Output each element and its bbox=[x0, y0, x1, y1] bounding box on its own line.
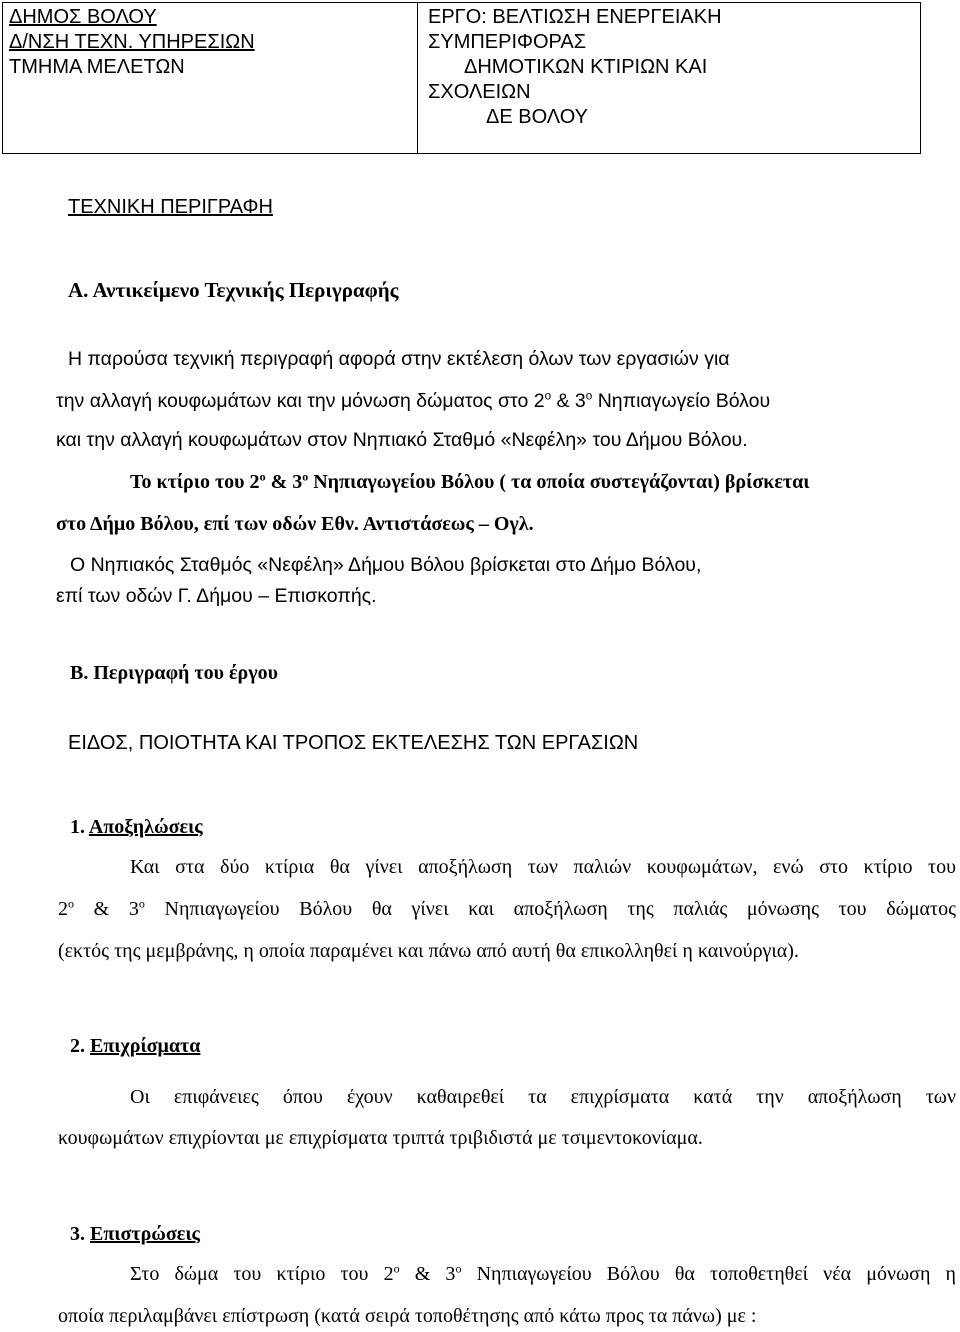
item-2-line2: κουφωμάτων επιχρίονται με επιχρίσματα τριπτά τριβιδιστά με τσιμεντοκονίαμα. bbox=[58, 1127, 703, 1149]
item-1-line3: (εκτός της μεμβράνης, η οποία παραμένει και πάνω από αυτή θα επικολληθεί η καινούργια). bbox=[58, 940, 799, 962]
header-project-line4: ΣΧΟΛΕΙΩΝ bbox=[428, 81, 531, 103]
header-project-cell bbox=[418, 3, 920, 153]
item-3-heading: 3. Επιστρώσεις bbox=[70, 1223, 200, 1245]
item-2-heading: 2. Επιχρίσματα bbox=[70, 1035, 201, 1057]
header-authority-cell bbox=[3, 3, 418, 153]
header-municipality: ΔΗΜΟΣ ΒΟΛΟΥ bbox=[9, 6, 157, 28]
section-b-subheading: ΕΙΔΟΣ, ΠΟΙΟΤΗΤΑ ΚΑΙ ΤΡΟΠΟΣ ΕΚΤΕΛΕΣΗΣ ΤΩΝ ΕΡΓΑΣΙΩΝ bbox=[68, 732, 639, 754]
item-3-line2: οποία περιλαμβάνει επίστρωση (κατά σειρά τοποθέτησης από κάτω προς τα πάνω) με : bbox=[58, 1305, 757, 1327]
section-a-p1-line2: την αλλαγή κουφωμάτων και την μόνωση δώματος στο $2^o$ & $3^o$ Νηπιαγωγείο Βόλου bbox=[56, 389, 771, 412]
header-table bbox=[2, 2, 921, 154]
header-project-line3: ΔΗΜΟΤΙΚΩΝ ΚΤΙΡΙΩΝ ΚΑΙ bbox=[464, 56, 708, 78]
item-1-line2: $2^o$ & $3^o$ Νηπιαγωγείου Βόλου θα γίνει και αποξήλωση της παλιάς μόνωσης του δώματος bbox=[58, 896, 956, 920]
header-project-line1: ΕΡΓΟ: ΒΕΛΤΙΩΣΗ ΕΝΕΡΓΕΙΑΚΗ bbox=[428, 6, 722, 28]
section-a-p3-line2: επί των οδών Γ. Δήμου – Επισκοπής. bbox=[56, 585, 377, 607]
header-project-line2: ΣΥΜΠΕΡΙΦΟΡΑΣ bbox=[428, 31, 587, 53]
item-3-line1: Στο δώμα του κτίριο του $2^o$ & $3^o$ Νηπιαγωγείου Βόλου θα τοποθετηθεί νέα μόνωση η bbox=[130, 1261, 957, 1285]
header-department: ΤΜΗΜΑ ΜΕΛΕΤΩΝ bbox=[9, 56, 185, 78]
section-a-p3-line1: Ο Νηπιακός Σταθμός «Νεφέλη» Δήμου Βόλου βρίσκεται στο Δήμο Βόλου, bbox=[70, 554, 702, 576]
section-a-p1-line3: και την αλλαγή κουφωμάτων στον Νηπιακό Σταθμό «Νεφέλη» του Δήμου Βόλου. bbox=[56, 429, 748, 451]
item-1-heading: 1. Αποξηλώσεις bbox=[70, 816, 203, 838]
document-title: ΤΕΧΝΙΚΗ ΠΕΡΙΓΡΑΦΗ bbox=[68, 196, 273, 218]
header-directorate: Δ/ΝΣΗ ΤΕΧΝ. ΥΠΗΡΕΣΙΩΝ bbox=[9, 31, 255, 53]
item-2-line1: Οι επιφάνειες όπου έχουν καθαιρεθεί τα επιχρίσματα κατά την αποξήλωση των bbox=[130, 1086, 956, 1108]
item-1-line1: Και στα δύο κτίρια θα γίνει αποξήλωση των παλιών κουφωμάτων, ενώ στο κτίριο του bbox=[130, 856, 956, 878]
section-a-heading: Α. Αντικείμενο Τεχνικής Περιγραφής bbox=[68, 278, 399, 302]
header-project-line5: ΔΕ ΒΟΛΟΥ bbox=[486, 106, 588, 128]
section-a-p2-line2: στο Δήμο Βόλου, επί των οδών Εθν. Αντιστάσεως – Ογλ. bbox=[56, 513, 534, 535]
section-a-p1-line1: Η παρούσα τεχνική περιγραφή αφορά στην εκτέλεση όλων των εργασιών για bbox=[68, 348, 730, 370]
section-a-p2-line1: Το κτίριο του $2^o$ & $3^o$ Νηπιαγωγείου Βόλου ( τα οποία συστεγάζονται) βρίσκεται bbox=[130, 469, 810, 493]
section-b-heading: Β. Περιγραφή του έργου bbox=[70, 662, 278, 684]
